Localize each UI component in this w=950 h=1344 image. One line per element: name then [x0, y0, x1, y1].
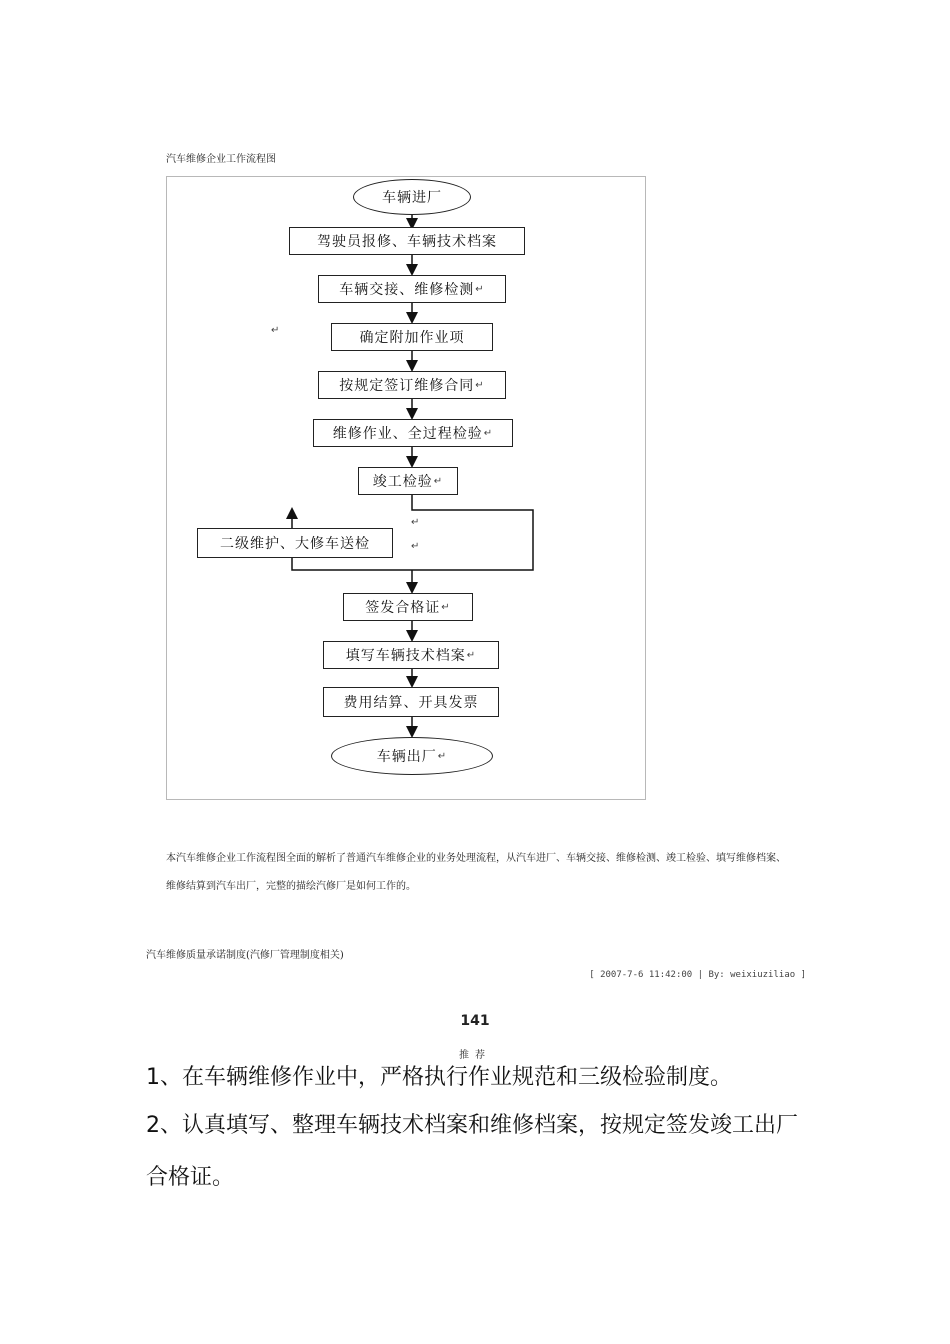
page-number: 141 — [460, 1013, 490, 1029]
return-mark: ↵ — [411, 541, 420, 552]
figure-description: 本汽车维修企业工作流程图全面的解析了普通汽车维修企业的业务处理流程，从汽车进厂、车辆交接、维修检测、竣工检验、填写维修档案、维修结算到汽车出厂，完整的描绘汽修厂是如何工作的。 — [166, 853, 786, 892]
node-fill-records-label: 填写车辆技术档案 — [345, 648, 466, 664]
return-mark: ↵ — [441, 601, 451, 613]
post-meta: [ 2007-7-6 11:42:00 | By: weixiuziliao ] — [589, 970, 806, 980]
paragraph-1: 1、在车辆维修作业中，严格执行作业规范和三级检验制度。 — [146, 1065, 732, 1090]
node-vehicle-out-label: 车辆出厂 — [376, 749, 437, 765]
figure-caption: 汽车维修企业工作流程图 — [166, 154, 276, 165]
return-mark: ↵ — [437, 750, 448, 762]
node-additional-items: 确定附加作业项 — [331, 323, 493, 351]
node-vehicle-handover-label: 车辆交接、维修检测 — [339, 282, 475, 298]
return-mark: ↵ — [433, 475, 444, 487]
node-repair-inspection — [313, 419, 513, 447]
node-issue-certificate — [343, 593, 473, 621]
return-mark: ↵ — [271, 325, 280, 336]
return-mark: ↵ — [475, 379, 485, 391]
node-vehicle-in: 车辆进厂 — [353, 179, 471, 215]
recommend-label: 推荐 — [459, 1050, 491, 1061]
node-secondary-maintenance: 二级维护、大修车送检 — [197, 528, 393, 558]
paragraph-2: 2、认真填写、整理车辆技术档案和维修档案，按规定签发竣工出厂合格证。 — [146, 1113, 798, 1190]
return-mark: ↵ — [466, 649, 477, 661]
node-fill-records — [323, 641, 499, 669]
node-settlement: 费用结算、开具发票 — [323, 687, 499, 717]
node-report-repair: 驾驶员报修、车辆技术档案 — [289, 227, 525, 255]
flowchart-frame — [166, 176, 646, 800]
node-vehicle-handover — [318, 275, 506, 303]
return-mark: ↵ — [411, 517, 420, 528]
return-mark: ↵ — [475, 283, 485, 295]
node-repair-inspection-label: 维修作业、全过程检验 — [332, 426, 483, 442]
node-sign-contract-label: 按规定签订维修合同 — [339, 378, 475, 394]
node-completion-check — [358, 467, 458, 495]
node-issue-certificate-label: 签发合格证 — [365, 600, 441, 616]
article-title: 汽车维修质量承诺制度(汽修厂管理制度相关) — [146, 950, 344, 961]
node-sign-contract — [318, 371, 506, 399]
return-mark: ↵ — [483, 427, 494, 439]
node-completion-check-label: 竣工检验 — [372, 474, 433, 490]
node-vehicle-out — [331, 737, 493, 775]
